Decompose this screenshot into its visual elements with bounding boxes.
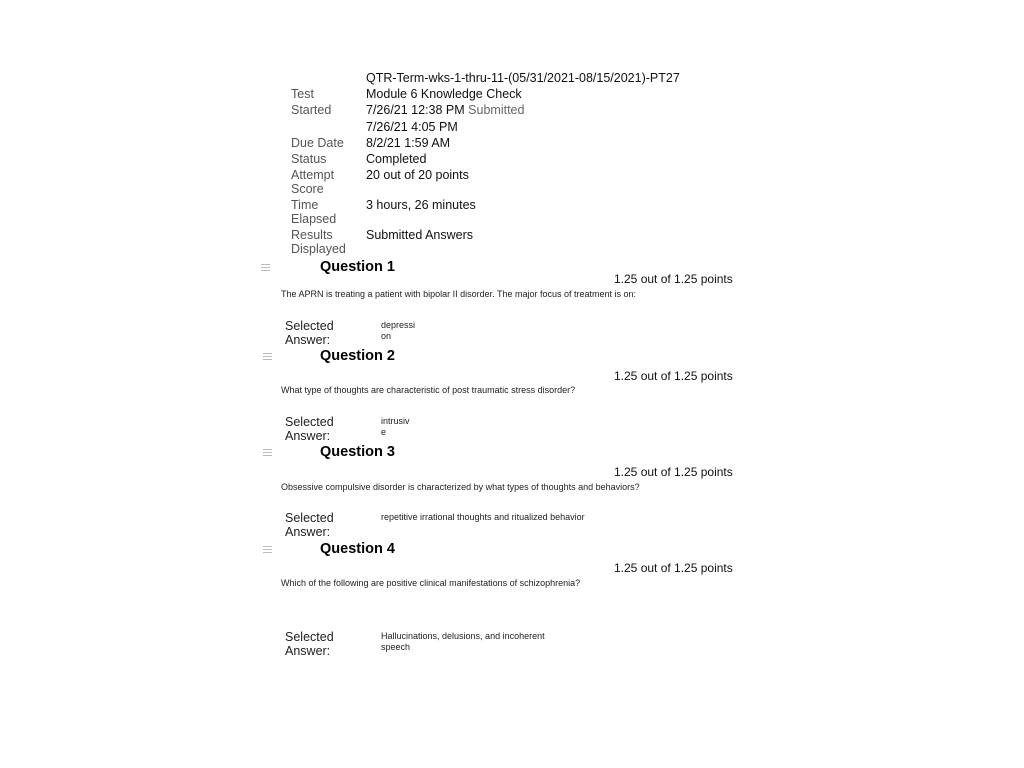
due-date-label: Due Date	[291, 136, 344, 150]
results-displayed-label-1: Results	[291, 228, 333, 242]
submitted-label: Submitted	[468, 103, 525, 117]
question-2-title: Question 2	[320, 348, 395, 364]
question-1-selected-label-1: Selected	[285, 319, 334, 333]
question-3-points: 1.25 out of 1.25 points	[614, 465, 733, 479]
results-displayed-value: Submitted Answers	[366, 228, 473, 242]
started-label: Started	[291, 103, 332, 117]
question-3-selected-label-1: Selected	[285, 511, 334, 525]
started-row	[366, 103, 524, 117]
question-1-selected-label-2: Answer:	[285, 333, 331, 347]
attempt-score-label-1: Attempt	[291, 168, 335, 182]
attempt-score-value: 20 out of 20 points	[366, 168, 469, 182]
question-4-text: Which of the following are positive clinical manifestations of schizophrenia?	[281, 578, 581, 588]
time-elapsed-value: 3 hours, 26 minutes	[366, 198, 476, 212]
question-3-icon	[263, 448, 272, 457]
question-1-text: The APRN is treating a patient with bipolar II disorder. The major focus of treatment is on:	[281, 289, 637, 299]
status-label: Status	[291, 152, 327, 166]
question-3-title: Question 3	[320, 444, 395, 460]
question-3-text: Obsessive compulsive disorder is characterized by what types of thoughts and behaviors?	[281, 482, 640, 492]
test-label: Test	[291, 87, 314, 101]
question-1-title: Question 1	[320, 259, 395, 275]
test-value: Module 6 Knowledge Check	[366, 87, 522, 101]
question-2-selected-label-1: Selected	[285, 415, 334, 429]
status-value: Completed	[366, 152, 427, 166]
question-4-title: Question 4	[320, 541, 395, 557]
question-4-selected-label-1: Selected	[285, 630, 334, 644]
submitted-value: 7/26/21 4:05 PM	[366, 120, 458, 134]
question-4-selected-label-2: Answer:	[285, 644, 331, 658]
question-4-answer-line-2: speech	[381, 642, 411, 652]
question-1-points: 1.25 out of 1.25 points	[614, 272, 733, 286]
question-3-selected-label-2: Answer:	[285, 525, 331, 539]
attempt-score-label-2: Score	[291, 182, 324, 196]
question-2-answer-line-2: e	[381, 427, 387, 437]
question-2-selected-label-2: Answer:	[285, 429, 331, 443]
question-2-icon	[263, 352, 272, 361]
due-date-value: 8/2/21 1:59 AM	[366, 136, 451, 150]
results-displayed-label-2: Displayed	[291, 242, 346, 256]
question-1-answer-line-2: on	[381, 331, 392, 341]
question-4-answer-line-1: Hallucinations, delusions, and incoherent	[381, 631, 545, 641]
course-title: QTR-Term-wks-1-thru-11-(05/31/2021-08/15/2021)-PT27	[366, 71, 680, 85]
question-3-answer-line-1: repetitive irrational thoughts and ritualized behavior	[381, 512, 585, 522]
question-4-points: 1.25 out of 1.25 points	[614, 561, 733, 575]
time-elapsed-label-2: Elapsed	[291, 212, 337, 226]
time-elapsed-label-1: Time	[291, 198, 319, 212]
question-1-icon	[261, 263, 270, 272]
question-2-answer-line-1: intrusiv	[381, 416, 410, 426]
started-value: 7/26/21 12:38 PM	[366, 103, 465, 117]
question-4-icon	[263, 545, 272, 554]
question-1-answer-line-1: depressi	[381, 320, 416, 330]
question-2-text: What type of thoughts are characteristic of post traumatic stress disorder?	[281, 385, 576, 395]
question-2-points: 1.25 out of 1.25 points	[614, 369, 733, 383]
